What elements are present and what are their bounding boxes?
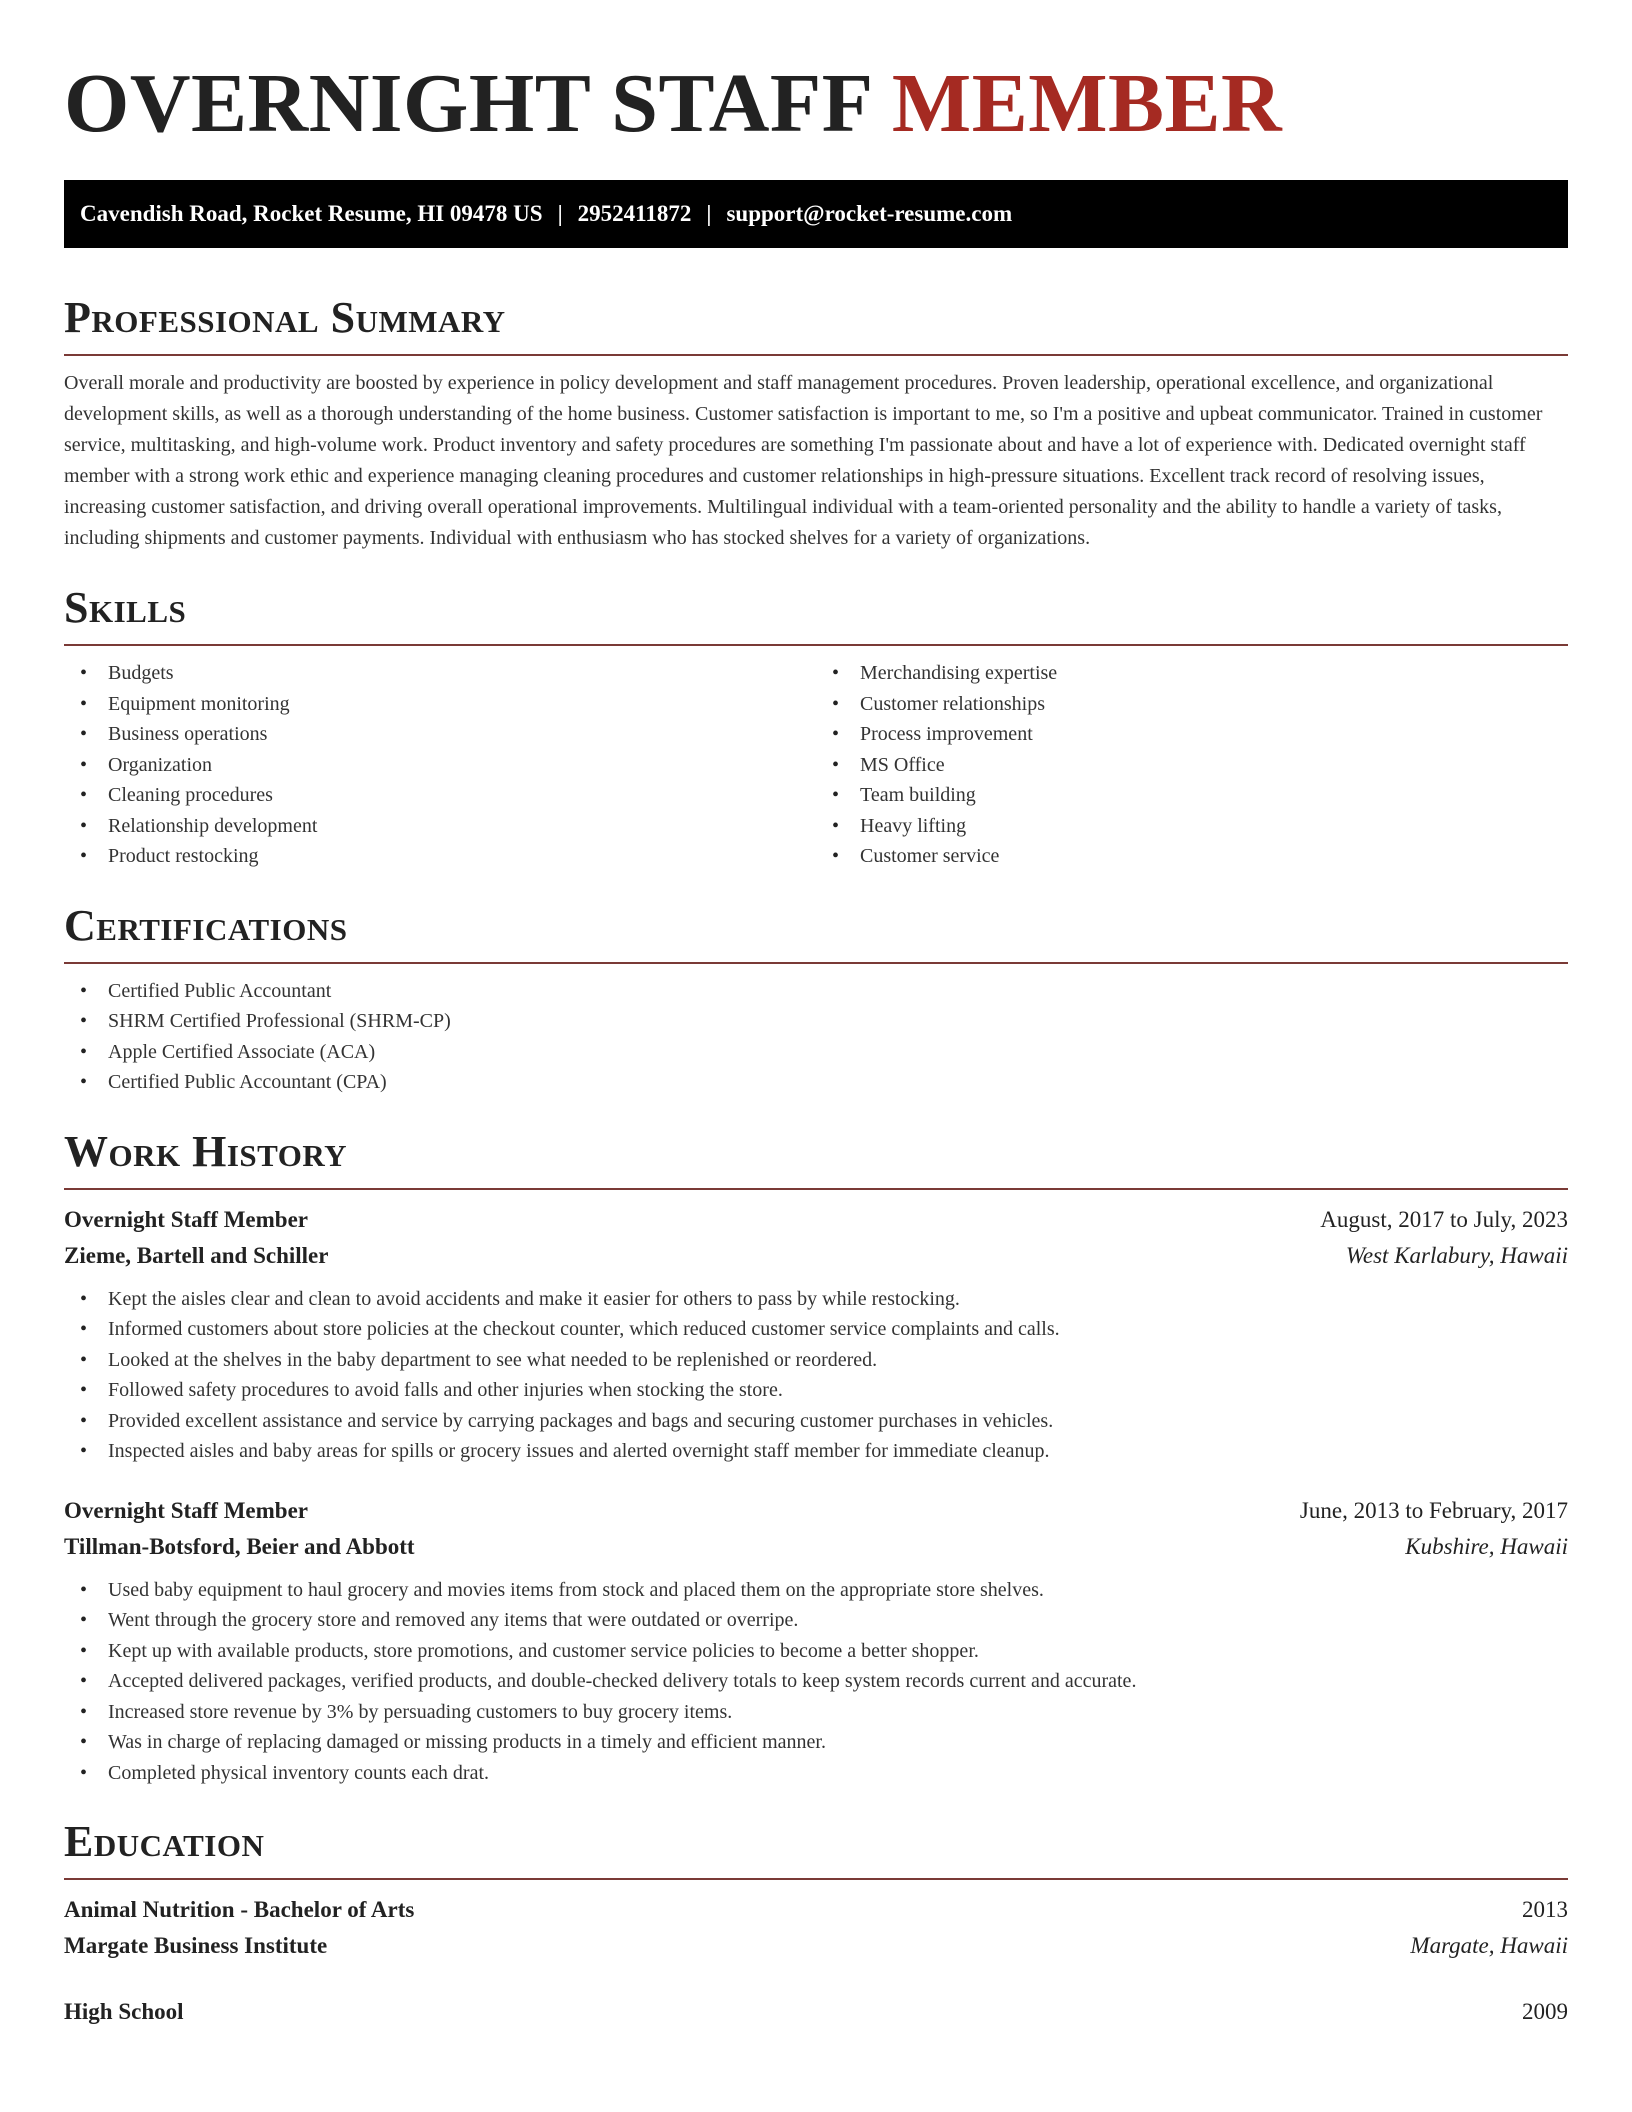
job-duty: • Inspected aisles and baby areas for spills or grocery issues and alerted overnight staff member for immediate cleanup.	[64, 1436, 1568, 1467]
skill-item: • Heavy lifting	[816, 811, 1568, 842]
contact-separator: |	[706, 201, 712, 226]
skill-item: • Process improvement	[816, 719, 1568, 750]
contact-address: Cavendish Road, Rocket Resume, HI 09478 US	[80, 201, 543, 226]
certification-item: • Certified Public Accountant (CPA)	[64, 1067, 1568, 1098]
resume-name	[64, 58, 1568, 150]
skill-item: • Relationship development	[64, 811, 816, 842]
job-duty: • Increased store revenue by 3% by persuading customers to buy grocery items.	[64, 1697, 1568, 1728]
section-divider	[64, 1878, 1568, 1880]
job-duty: • Kept the aisles clear and clean to avoid accidents and make it easier for others to pass by while restocking.	[64, 1284, 1568, 1315]
work-history-section	[64, 1128, 1568, 1789]
education-degree: High School	[64, 1999, 184, 2024]
job-duty: • Followed safety procedures to avoid falls and other injuries when stocking the store.	[64, 1375, 1568, 1406]
job-duty: • Went through the grocery store and removed any items that were outdated or overripe.	[64, 1605, 1568, 1636]
job-duties	[64, 1284, 1568, 1467]
job-head	[64, 1493, 1568, 1529]
summary-heading: Professional Summary	[64, 293, 506, 342]
job-duty: • Used baby equipment to haul grocery and movies items from stock and placed them on the appropriate store shelves.	[64, 1575, 1568, 1606]
education-year: 2013	[1522, 1897, 1568, 1922]
job-duty: • Provided excellent assistance and service by carrying packages and bags and securing customer purchases in vehicles.	[64, 1406, 1568, 1437]
certifications-section	[64, 902, 1568, 1098]
education-head	[64, 1994, 1568, 2030]
skill-item: • Customer relationships	[816, 689, 1568, 720]
job-duty: • Was in charge of replacing damaged or missing products in a timely and efficient manner.	[64, 1727, 1568, 1758]
education-head	[64, 1892, 1568, 1928]
summary-text: Overall morale and productivity are boosted by experience in policy development and staff management procedures. Proven leadership, operational excellence, and organizational development skills, as well as a thorough understanding of the home business. Customer satisfaction is important to me, so I'm a positive and upbeat communicator. Trained in customer service, multitasking, and high-volume work. Product inventory and safety procedures are something I'm passionate about and have a lot of experience with. Dedicated overnight staff member with a strong work ethic and experience managing cleaning procedures and customer relationships in high-pressure situations. Excellent track record of resolving issues, increasing customer satisfaction, and driving overall operational improvements. Multilingual individual with a team-oriented personality and the ability to handle a variety of tasks, including shipments and customer payments. Individual with enthusiasm who has stocked shelves for a variety of organizations.	[64, 372, 1543, 549]
education-location: Margate, Hawaii	[1410, 1933, 1568, 1958]
education-entry	[64, 1994, 1568, 2030]
job-duty: • Accepted delivered packages, verified products, and double-checked delivery totals to keep system records current and accurate.	[64, 1666, 1568, 1697]
job-duties	[64, 1575, 1568, 1789]
job-duty: • Kept up with available products, store promotions, and customer service policies to become a better shopper.	[64, 1636, 1568, 1667]
section-divider	[64, 354, 1568, 356]
section-divider	[64, 962, 1568, 964]
skill-item: • Customer service	[816, 841, 1568, 872]
skills-section	[64, 584, 1568, 872]
skill-item: • Organization	[64, 750, 816, 781]
job-entry	[64, 1202, 1568, 1467]
job-head	[64, 1202, 1568, 1238]
education-school: Margate Business Institute	[64, 1933, 328, 1958]
certification-item: • Apple Certified Associate (ACA)	[64, 1037, 1568, 1068]
name-last: MEMBER	[891, 57, 1283, 150]
skill-item: • MS Office	[816, 750, 1568, 781]
skills-list-right	[816, 658, 1568, 872]
contact-email: support@rocket-resume.com	[726, 201, 1013, 226]
certifications-list	[64, 976, 1568, 1098]
job-dates: June, 2013 to February, 2017	[1299, 1497, 1568, 1523]
contact-bar	[64, 180, 1568, 248]
work-history-heading: Work History	[64, 1126, 348, 1176]
skill-item: • Team building	[816, 780, 1568, 811]
job-company: Zieme, Bartell and Schiller	[64, 1242, 329, 1268]
skill-item: • Budgets	[64, 658, 816, 689]
skills-grid	[64, 658, 1568, 872]
job-duty: • Informed customers about store policies at the checkout counter, which reduced customer service complaints and calls.	[64, 1314, 1568, 1345]
education-degree: Animal Nutrition - Bachelor of Arts	[64, 1897, 415, 1922]
skill-item: • Merchandising expertise	[816, 658, 1568, 689]
skill-item: • Business operations	[64, 719, 816, 750]
job-location: Kubshire, Hawaii	[1405, 1533, 1568, 1559]
job-subhead	[64, 1529, 1568, 1565]
education-year: 2009	[1522, 1999, 1568, 2024]
education-entry	[64, 1892, 1568, 1964]
contact-phone: 2952411872	[577, 201, 692, 226]
skill-item: • Equipment monitoring	[64, 689, 816, 720]
certification-item: • SHRM Certified Professional (SHRM-CP)	[64, 1006, 1568, 1037]
job-duty: • Completed physical inventory counts each drat.	[64, 1758, 1568, 1789]
job-title: Overnight Staff Member	[64, 1497, 308, 1523]
job-location: West Karlabury, Hawaii	[1345, 1242, 1568, 1268]
skill-item: • Cleaning procedures	[64, 780, 816, 811]
job-entry	[64, 1493, 1568, 1789]
job-company: Tillman-Botsford, Beier and Abbott	[64, 1533, 415, 1559]
education-subhead	[64, 1928, 1568, 1964]
job-duty: • Looked at the shelves in the baby department to see what needed to be replenished or reordered.	[64, 1345, 1568, 1376]
education-heading: Education	[64, 1817, 265, 1866]
skill-item: • Product restocking	[64, 841, 816, 872]
job-dates: August, 2017 to July, 2023	[1320, 1206, 1568, 1232]
contact-separator: |	[557, 201, 563, 226]
certification-item: • Certified Public Accountant	[64, 976, 1568, 1007]
skills-list-left	[64, 658, 816, 872]
section-divider	[64, 644, 1568, 646]
job-title: Overnight Staff Member	[64, 1206, 308, 1232]
section-divider	[64, 1188, 1568, 1190]
skills-heading: Skills	[64, 583, 187, 632]
certifications-heading: Certifications	[64, 900, 348, 950]
summary-section	[64, 294, 1568, 554]
job-subhead	[64, 1238, 1568, 1274]
education-section	[64, 1818, 1568, 2030]
name-first: OVERNIGHT STAFF	[64, 57, 871, 150]
